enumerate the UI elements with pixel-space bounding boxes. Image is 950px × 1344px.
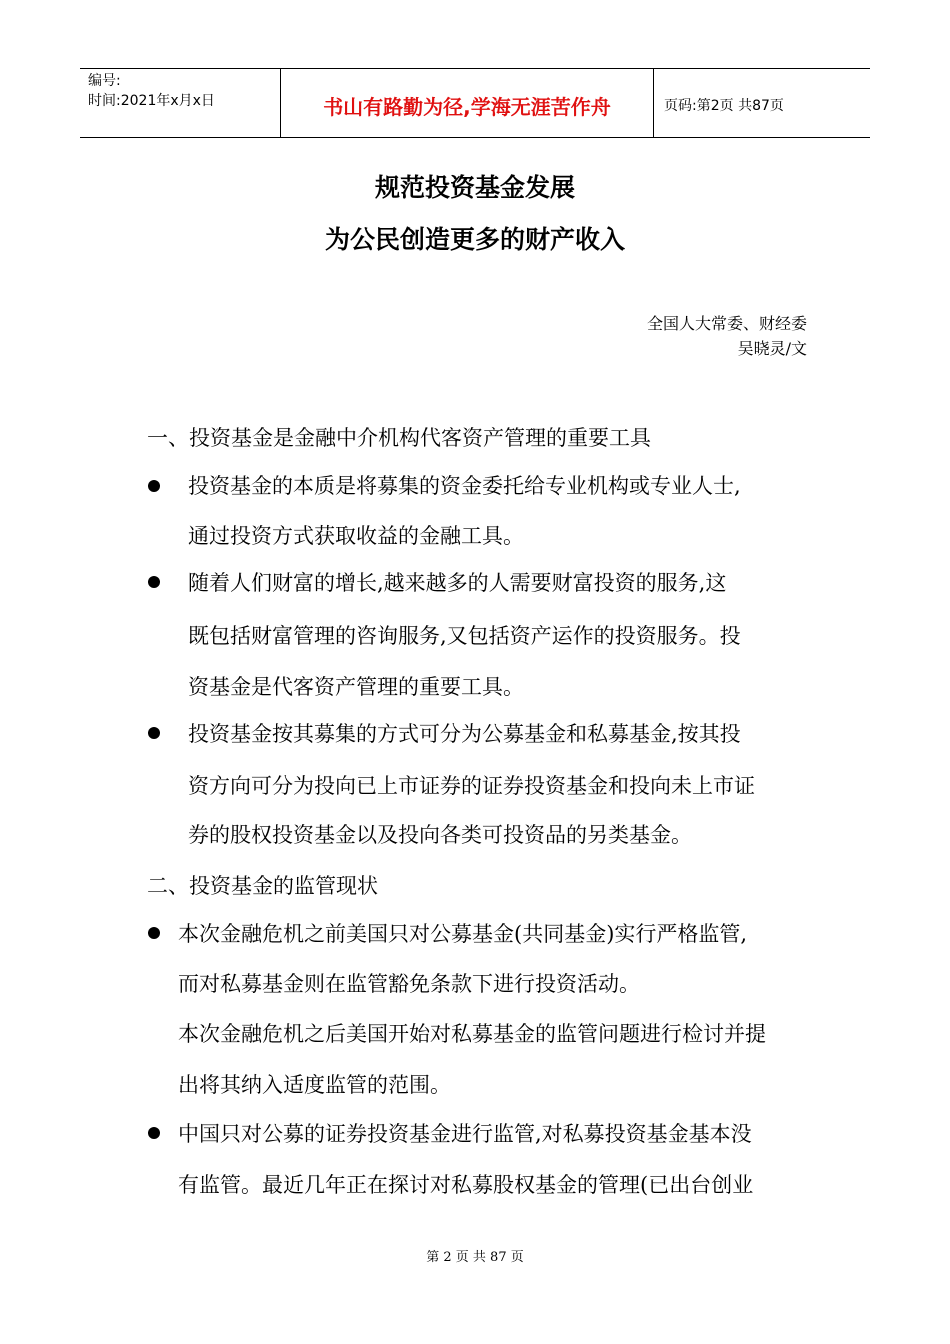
- byline-org: 全国人大常委、财经委: [646, 314, 807, 333]
- s1-b3-line-2: 资方向可分为投向已上市证券的证券投资基金和投向未上市证: [188, 774, 755, 798]
- title-line-1: 规范投资基金发展: [374, 173, 575, 202]
- title-line-2: 为公民创造更多的财产收入: [324, 225, 625, 254]
- page-footer: 第 2 页 共 87 页: [426, 1250, 524, 1265]
- s2-b1-line-1: 本次金融危机之前美国只对公募基金(共同基金)实行严格监管,: [178, 922, 748, 946]
- bullet-icon: [148, 480, 160, 492]
- bullet-icon: [148, 1127, 160, 1139]
- bullet-icon: [148, 927, 160, 939]
- page-header: [80, 68, 870, 138]
- bullet-icon: [148, 727, 160, 739]
- section-2-heading: 二、投资基金的监管现状: [147, 874, 378, 898]
- number-label: 编号:: [88, 73, 121, 89]
- s2-b1-line-2: 而对私募基金则在监管豁免条款下进行投资活动。: [178, 972, 640, 996]
- s1-b2-line-2: 既包括财富管理的咨询服务,又包括资产运作的投资服务。投: [188, 624, 741, 648]
- s2-b2-line-2: 有监管。最近几年正在探讨对私募股权基金的管理(已出台创业: [178, 1173, 754, 1197]
- s1-b2-line-3: 资基金是代客资产管理的重要工具。: [188, 675, 524, 699]
- header-meta-cell: [80, 69, 281, 137]
- header-motto: 书山有路勤为径,学海无涯苦作舟: [281, 69, 654, 137]
- s1-b3-line-1: 投资基金按其募集的方式可分为公募基金和私募基金,按其投: [188, 722, 741, 746]
- header-page-info: 页码:第2页 共87页: [664, 98, 784, 114]
- s2-b2-line-1: 中国只对公募的证券投资基金进行监管,对私募投资基金基本没: [178, 1122, 752, 1146]
- s2-b1-line-3: 本次金融危机之后美国开始对私募基金的监管问题进行检讨并提: [178, 1022, 766, 1046]
- section-1-heading: 一、投资基金是金融中介机构代客资产管理的重要工具: [147, 426, 651, 450]
- s1-b1-line-1: 投资基金的本质是将募集的资金委托给专业机构或专业人士,: [188, 474, 741, 498]
- s1-b3-line-3: 券的股权投资基金以及投向各类可投资品的另类基金。: [188, 823, 692, 847]
- bullet-icon: [148, 576, 160, 588]
- s2-b1-line-4: 出将其纳入适度监管的范围。: [178, 1073, 451, 1097]
- s1-b2-line-1: 随着人们财富的增长,越来越多的人需要财富投资的服务,这: [188, 571, 727, 595]
- time-label: 时间:2021年x月x日: [88, 93, 215, 109]
- s1-b1-line-2: 通过投资方式获取收益的金融工具。: [188, 524, 524, 548]
- byline-author: 吴晓灵/文: [737, 339, 807, 358]
